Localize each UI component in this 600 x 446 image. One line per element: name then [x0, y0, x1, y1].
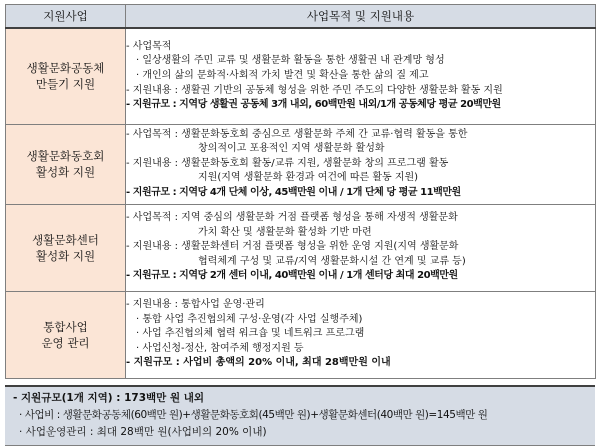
- detail-line: - 지원내용 : 생활권 기반의 공동체 형성을 위한 주민 주도의 다양한 생활문화 활동 지원: [126, 84, 503, 96]
- detail-line: - 사업목적: [126, 40, 172, 52]
- program-detail-cell: [126, 28, 596, 124]
- support-program-table: [5, 4, 596, 379]
- detail-line: - 지원내용 : 생활문화동호회 활동/교류 지원, 생활문화 창의 프로그램 활동: [126, 157, 449, 169]
- program-name-cell: [6, 291, 126, 378]
- summary-total-line: - 지원규모(1개 지역) : 173백만 원 내외: [13, 391, 205, 404]
- program-name-line1: 생활문화동호회: [26, 149, 105, 163]
- detail-line: · 사업신청-정산, 참여주체 행정지원 등: [136, 342, 304, 354]
- detail-line-scale: - 지원규모 : 지역당 4개 단체 이상, 45백만원 이내 / 1개 단체 당 평균 11백만원: [126, 186, 461, 198]
- table-row: [6, 204, 596, 291]
- program-name-cell: [6, 124, 126, 204]
- detail-line: · 개인의 삶의 문화적·사회적 가치 발견 및 확산을 통한 삶의 질 제고: [136, 69, 429, 81]
- table-row: [6, 28, 596, 124]
- program-name-line1: 생활문화센터: [32, 232, 99, 247]
- detail-line-scale: - 지원규모 : 사업비 총액의 20% 이내, 최대 28백만원 이내: [126, 357, 391, 369]
- detail-line: 가치 확산 및 생활문화 활성화 기반 마련: [198, 226, 372, 238]
- detail-line: - 사업목적 : 생활문화동호회 중심으로 생활문화 주체 간 교류·협력 활동을 통한: [126, 128, 468, 140]
- header-purpose-content: 사업목적 및 지원내용: [126, 5, 596, 29]
- summary-budget-line: · 사업비 : 생활문화공동체(60백만 원)+생활문화동호회(45백만 원)+생활문화센터(40백만 원)=145백만 원: [19, 408, 488, 421]
- summary-management-line: · 사업운영관리 : 최대 28백만 원(사업비의 20% 이내): [19, 425, 267, 438]
- detail-line: · 통합 사업 추진협의체 구성·운영(각 사업 실행주체): [136, 313, 363, 325]
- detail-line: - 지원내용 : 생활문화센터 거점 플랫폼 형성을 위한 운영 지원(지역 생활문화: [126, 241, 459, 253]
- program-name-line1: 생활문화공동체: [26, 61, 105, 76]
- table-row: [6, 124, 596, 204]
- program-detail-cell: [126, 291, 596, 378]
- program-name-cell: [6, 28, 126, 124]
- support-program-table-container: [5, 4, 595, 446]
- header-program: 지원사업: [6, 5, 126, 29]
- program-name-line1: 통합사업: [43, 319, 88, 334]
- detail-line-scale: - 지원규모 : 지역당 생활권 공동체 3개 내외, 60백만원 내외/1개 공동체당 평균 20백만원: [126, 99, 501, 111]
- detail-line: - 지원내용 : 통합사업 운영·관리: [126, 299, 265, 311]
- detail-line: 지원(지역 생활문화 환경과 여건에 따른 활동 지원): [198, 172, 419, 184]
- program-name-line2: 활성화 지원: [35, 165, 96, 179]
- total-scale-summary: [5, 385, 595, 446]
- program-detail-cell: [126, 124, 596, 204]
- table-header-row: [6, 5, 596, 29]
- detail-line: 협력체계 구성 및 교류/지역 생활문화시설 간 연계 및 교류 등): [198, 255, 466, 267]
- table-row: [6, 291, 596, 378]
- detail-line-scale: - 지원규모 : 지역당 2개 센터 이내, 40백만원 이내 / 1개 센터당 최대 20백만원: [126, 270, 458, 282]
- detail-line: - 사업목적 : 지역 중심의 생활문화 거점 플랫폼 형성을 통해 자생적 생활문화: [126, 212, 458, 224]
- program-name-line2: 만들기 지원: [35, 77, 96, 92]
- detail-line: · 사업 추진협의체 협력 워크숍 및 네트워크 프로그램: [136, 328, 365, 340]
- program-name-cell: [6, 204, 126, 291]
- detail-line: 창의적이고 포용적인 지역 생활문화 활성화: [198, 143, 385, 155]
- program-detail-cell: [126, 204, 596, 291]
- program-name-line2: 운영 관리: [41, 335, 90, 350]
- program-name-line2: 활성화 지원: [35, 248, 96, 263]
- detail-line: · 일상생활의 주민 교류 및 생활문화 활동을 통한 생활권 내 관계망 형성: [136, 55, 445, 67]
